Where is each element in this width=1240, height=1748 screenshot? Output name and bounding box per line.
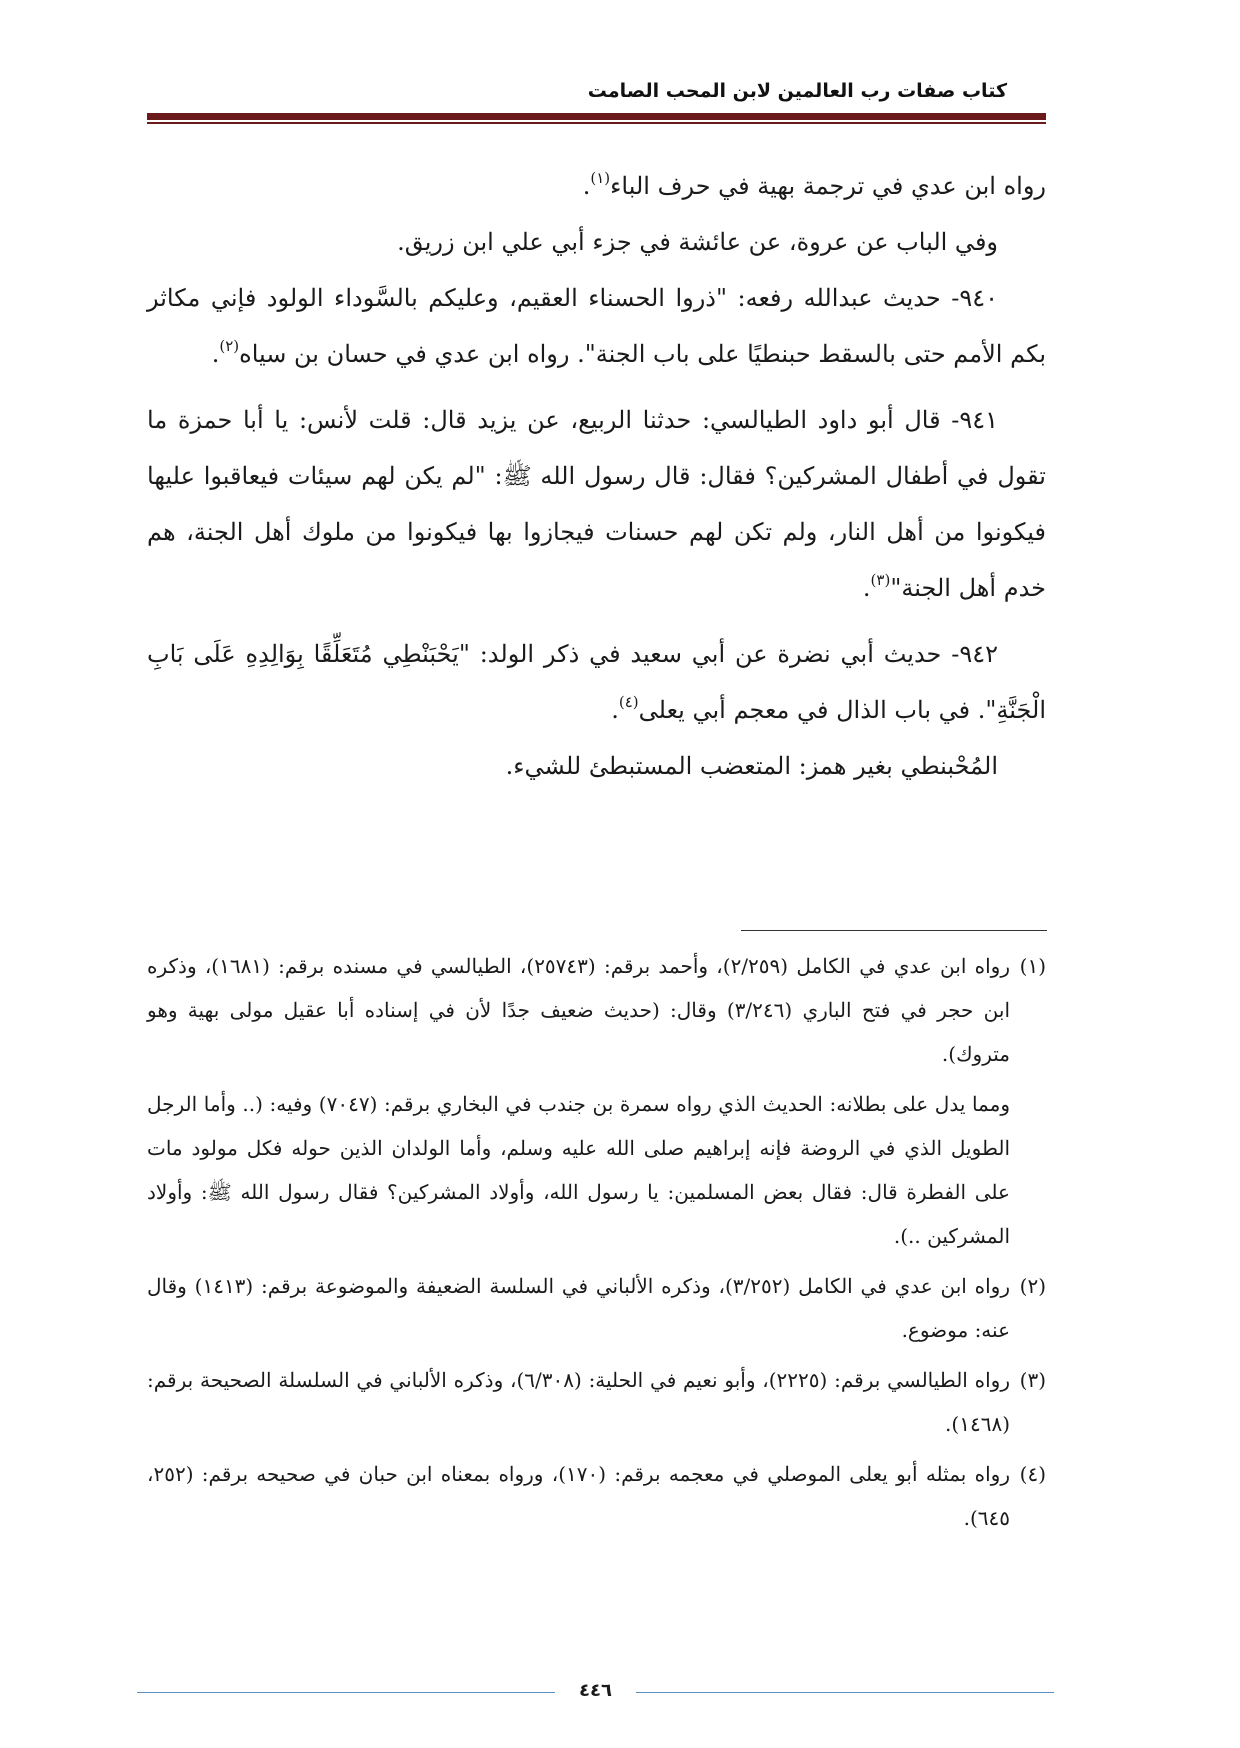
footnotes — [147, 944, 1046, 1546]
paragraph: المُحْبنطي بغير همز: المتعضب المستبطئ للشيء. — [505, 752, 998, 780]
footer-rule-left — [137, 1692, 555, 1693]
paragraph-text: ٩٤٢- حديث أبي نضرة عن أبي سعيد في ذكر الولد: "يَحْبَنْطِي مُتَعَلِّقًا بِوَالِدِهِ عَلَى بَابِ الْجَنَّةِ". في باب الذال في معجم أبي يعلى — [147, 640, 1046, 724]
main-text — [147, 158, 1046, 794]
page-number: ٤٤٦ — [579, 1680, 612, 1701]
hadith-940 — [147, 270, 1046, 382]
footnote-separator — [741, 930, 1047, 931]
footnote-number: (٤) — [1019, 1462, 1046, 1486]
footnote — [147, 944, 1046, 1076]
footnote-ref[interactable]: (٤) — [618, 693, 639, 711]
footnote — [147, 1264, 1046, 1352]
hadith-942 — [147, 626, 1046, 738]
paragraph: وفي الباب عن عروة، عن عائشة في جزء أبي علي ابن زريق. — [397, 228, 998, 256]
footnote-text: رواه ابن عدي في الكامل (٣/٢٥٢)، وذكره الألباني في السلسة الضعيفة والموضوعة برقم: (١٤١٣) وقال عنه: موضوع. — [147, 1274, 1010, 1342]
footnote-ref[interactable]: (١) — [590, 169, 611, 187]
paragraph-text: ٩٤١- قال أبو داود الطيالسي: حدثنا الربيع، عن يزيد قال: قلت لأنس: يا أبا حمزة ما تقول في أطفال المشركين؟ فقال: قال رسول الله ﷺ: "لم يكن لهم سيئات فيعاقبوا عليها فيكونوا من أهل النار، ولم تكن لهم حسنات فيجازوا بها فيكونوا من ملوك أهل الجنة، هم خدم أهل الجنة" — [147, 406, 1046, 602]
footnote-number: (٢) — [1019, 1274, 1046, 1298]
punctuation: . — [211, 340, 220, 368]
header-rule — [147, 113, 1046, 120]
footnote — [147, 1452, 1046, 1540]
footnote-text: رواه الطيالسي برقم: (٢٢٢٥)، وأبو نعيم في الحلية: (٦/٣٠٨)، وذكره الألباني في السلسلة الصحيحة برقم: (١٤٦٨). — [147, 1368, 1010, 1436]
punctuation: . — [611, 696, 619, 724]
punctuation: . — [862, 574, 871, 602]
running-header-title: كتاب صفات رب العالمين لابن المحب الصامت — [587, 80, 1007, 102]
paragraph-text: رواه ابن عدي في ترجمة بهية في حرف الباء — [610, 172, 1046, 200]
footnote-text: رواه ابن عدي في الكامل (٢/٢٥٩)، وأحمد برقم: (٢٥٧٤٣)، الطيالسي في مسنده برقم: (١٦٨١)، وذكره ابن حجر في فتح الباري (٣/٢٤٦) وقال: (حديث ضعيف جدًا لأن في إسناده أبا عقيل مولى بهية وهو متروك). — [147, 954, 1011, 1066]
footnote-number: (١) — [1019, 954, 1046, 978]
paragraph — [147, 158, 1046, 214]
footer-rule-right — [636, 1692, 1054, 1693]
paragraph-text: ٩٤٠- حديث عبدالله رفعه: "ذروا الحسناء العقيم، وعليكم بالسَّوداء الولود فإني مكاثر بكم الأمم حتى بالسقط حبنطيًا على باب الجنة". رواه ابن عدي في حسان بن سياه — [147, 284, 1046, 368]
footnote-ref[interactable]: (٣) — [870, 571, 891, 589]
punctuation: . — [582, 172, 591, 200]
footnote-number: (٣) — [1019, 1368, 1046, 1392]
footnote-continuation: ومما يدل على بطلانه: الحديث الذي رواه سمرة بن جندب في البخاري برقم: (٧٠٤٧) وفيه: (.. وأما الرجل الطويل الذي في الروضة فإنه إبراهيم صلى الله عليه وسلم، وأما الولدان الذين حوله فكل مولود مات على الفطرة قال: فقال بعض المسلمين: يا رسول الله، وأولاد المشركين؟ فقال رسول الله ﷺ: وأولاد المشركين ..). — [147, 1092, 1010, 1248]
hadith-941 — [147, 392, 1046, 616]
footnote-text: رواه بمثله أبو يعلى الموصلي في معجمه برقم: (١٧٠)، ورواه بمعناه ابن حبان في صحيحه برقم: (٢٥٢، ٦٤٥). — [147, 1462, 1010, 1530]
footnote-ref[interactable]: (٢) — [219, 337, 240, 355]
footnote — [147, 1358, 1046, 1446]
header-rule-thin — [147, 122, 1046, 124]
